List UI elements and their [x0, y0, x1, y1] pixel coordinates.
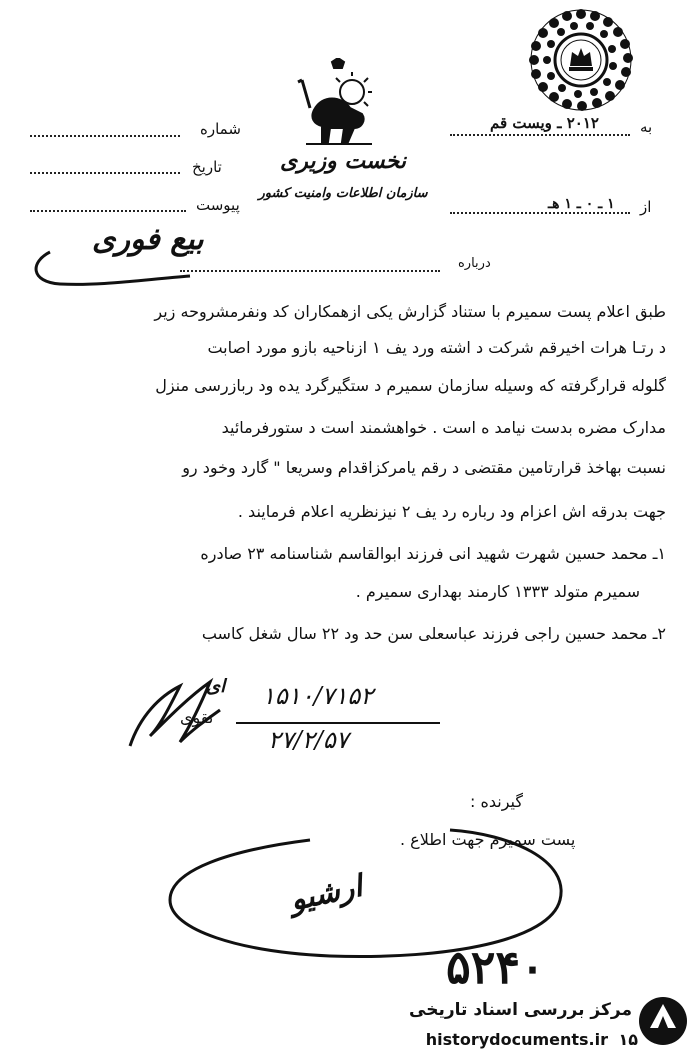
to-field — [450, 134, 630, 136]
number-label: شماره — [200, 120, 241, 138]
body-line-3: گلوله قرارگرفته که وسیله سازمان سمیرم د ستگیرگرد یده ود ربازرسی منزل — [155, 376, 666, 395]
list-item-1: ۱ـ محمد حسین شهرت شهید انی فرزند ابوالقاسم شناسنامه ۲۳ صادره — [200, 544, 666, 563]
recipients-label: گیرنده : — [470, 792, 523, 811]
from-label: از — [640, 198, 652, 216]
org-subtitle: سازمان اطلاعات وامنیت کشور — [258, 186, 428, 201]
seal-stamp — [512, 4, 650, 116]
to-label: به — [640, 118, 653, 136]
archive-site: historydocuments.ir — [425, 1030, 608, 1049]
subject-underline-stroke — [20, 232, 220, 292]
to-value: ۲۰۱۲ ـ ویست قم — [490, 114, 599, 132]
reference-number: ۱۵۱۰/۷۱۵۲ — [262, 682, 374, 710]
signature-divider — [236, 722, 440, 724]
recipients-line: پست سمیرم جهت اطلاع . — [400, 830, 576, 849]
attachment-label: پیوست — [196, 196, 240, 214]
body-line-6: جهت بدرقه اش اعزام ود رباره رد یف ۲ نیزنظریه اعلام فرمایند . — [237, 502, 666, 521]
archive-name: مرکز بررسی اسناد تاریخی — [409, 1000, 632, 1020]
body-line-2: د رتـا هرات اخیرقم شرکت د اشته ورد یف ۱ ازناحیه بازو مورد اصابت — [207, 338, 666, 357]
attachment-field — [30, 210, 186, 212]
date-field — [30, 172, 180, 174]
list-item-1-cont: سمیرم متولد ۱۳۳۳ کارمند بهداری سمیرم . — [355, 582, 640, 601]
signer-name: تقوی — [180, 708, 214, 727]
from-field — [450, 212, 630, 214]
subject-value: بیع فوری — [92, 222, 204, 257]
subject-label: درباره — [458, 256, 491, 271]
handwritten-note: ارشیو — [287, 868, 366, 919]
archive-logo — [636, 994, 690, 1048]
body-line-5: نسبت بهاخذ قرارتامین مقتضی د رقم یامرکزاقدام وسریعا " گارد وخود رو — [182, 458, 666, 477]
body-line-4: مدارک مضره بدست نیامد ه است . خواهشمند است د ستورفرمائید — [221, 418, 666, 437]
date-label: تاریخ — [192, 158, 222, 176]
page-number: ۱۵ — [618, 1030, 638, 1049]
number-field — [30, 135, 180, 137]
list-item-2: ۲ـ محمد حسین راجی فرزند عباسعلی سن حد ود ۲۲ سال شغل کاسب — [201, 624, 666, 643]
body-line-1: طبق اعلام پست سمیرم با ستناد گزارش یکی ازهمکاران کد ونفرمشروحه زیر — [154, 302, 666, 321]
reference-date: ۲۷/۲/۵۷ — [268, 726, 349, 754]
signature-initial: ای — [206, 676, 226, 697]
handwritten-number: ۵۲۴۰ — [446, 940, 545, 994]
from-value: ۱ ـ ۰ ـ ۱ هـ — [548, 196, 615, 212]
org-name: نخست وزیری — [280, 148, 406, 174]
lion-and-sun-emblem — [292, 58, 384, 148]
